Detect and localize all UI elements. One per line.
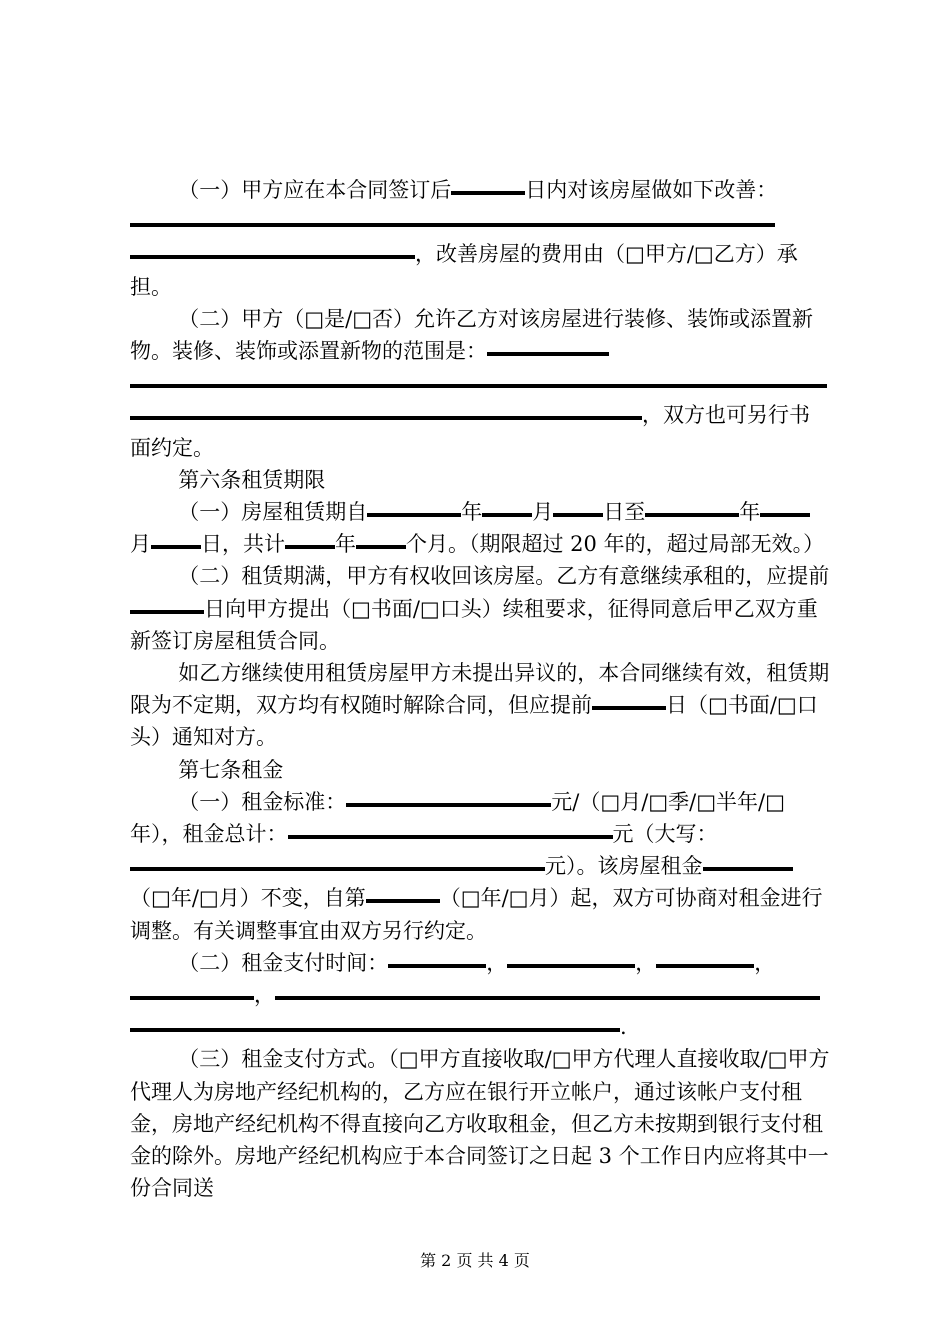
blank-line	[130, 254, 415, 259]
blank-line	[130, 609, 204, 614]
blank-line	[487, 351, 609, 356]
blank-line	[130, 995, 254, 1000]
blank-line	[275, 995, 820, 1000]
blank-line	[285, 544, 335, 549]
blank-line	[356, 544, 406, 549]
blank-line	[507, 963, 635, 968]
blank-line	[346, 802, 551, 807]
blank-line	[367, 512, 461, 517]
blank-line	[482, 512, 532, 517]
blank-line	[288, 834, 613, 839]
blank-line	[703, 866, 773, 871]
paragraph-rent-standard: （一）租金标准： 元/（□月/□季/□半年/□年），租金总计： 元（大写：元）。该房屋租金（□年/□月）不变，自第 （□年/□月）起，双方可协商对租金进行调整。有关调整事宜由双方另行约定。	[130, 789, 823, 943]
paragraph-rent-method: （三）租金支付方式。（□甲方直接收取/□甲方代理人直接收取/□甲方代理人为房地产经纪机构的，乙方应在银行开立帐户，通过该帐户支付租金，房地产经纪机构不得直接向乙方收取租金，但乙方未按期到银行支付租金的除外。房地产经纪机构应于本合同签订之日起 3 个工作日内应将其中一份合同送	[130, 1047, 830, 1201]
paragraph-indefinite-term: 如乙方继续使用租赁房屋甲方未提出异议的，本合同继续有效，租赁期限为不定期，双方均有权随时解除合同，但应提前 日（□书面/□口头）通知对方。	[130, 661, 830, 750]
blank-line	[451, 190, 525, 195]
blank-line	[130, 415, 642, 420]
blank-line	[130, 222, 775, 227]
blank-line	[130, 1027, 620, 1032]
blank-line	[773, 866, 793, 871]
blank-line	[760, 512, 810, 517]
blank-line	[645, 512, 739, 517]
article7-heading: 第七条租金	[178, 757, 284, 782]
page-footer: 第 2 页 共 4 页	[420, 1251, 530, 1270]
blank-line	[592, 705, 666, 710]
document-body	[130, 174, 830, 1205]
blank-line	[130, 383, 827, 388]
paragraph-decoration: （二）甲方（□是/□否）允许乙方对该房屋进行装修、装饰或添置新物。装修、装饰或添置新物的范围是：，双方也可另行书面约定。	[130, 303, 830, 464]
blank-line	[553, 512, 603, 517]
blank-line	[366, 898, 440, 903]
blank-line	[388, 963, 486, 968]
paragraph-lease-expiry: （二）租赁期满，甲方有权收回该房屋。乙方有意继续承租的，应提前日向甲方提出（□书面/□口头）续租要求，征得同意后甲乙双方重新签订房屋租赁合同。	[130, 564, 830, 653]
blank-line	[151, 544, 201, 549]
paragraph-improvement: （一）甲方应在本合同签订后 日内对该房屋做如下改善：，改善房屋的费用由（□甲方/□乙方）承担。	[130, 178, 798, 299]
blank-line	[130, 866, 545, 871]
article6-heading: 第六条租赁期限	[178, 467, 326, 492]
blank-line	[656, 963, 754, 968]
paragraph-rent-time: （二）租金支付时间： ， ， ，，.	[130, 947, 830, 1044]
paragraph-lease-period: （一）房屋租赁期自 年 月 日至 年月 日，共计 年 个月。（期限超过 20 年的，超过局部无效。）	[130, 500, 825, 557]
